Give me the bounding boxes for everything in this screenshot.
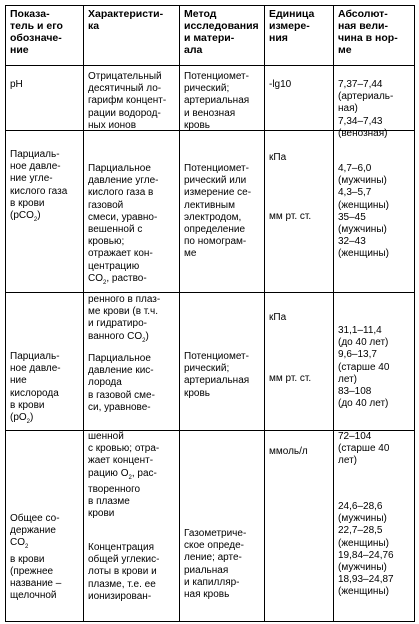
header-indicator: Показа- тель и его обозначе- ние [10, 8, 63, 56]
column-divider [179, 5, 180, 622]
table-border-left [5, 5, 6, 622]
table-border-right [414, 5, 415, 622]
row-po2-unit-mmhg: мм рт. ст. [269, 373, 312, 384]
row-tco2-characteristic-continued: шенной с кровью; отра- жает концент- рацию $О_2$, рас- творенного в плазме крови [88, 431, 160, 520]
row-tco2-indicator: Общее со- держание $CO_2$ в крови (прежнее название – щелочной [10, 513, 62, 602]
row-tco2-unit: ммоль/л [269, 446, 308, 457]
row-po2-norm: 31,1–11,4 (до 40 лет) 9,6–13,7 (старше 40 лет) 83–108 (до 40 лет) [338, 325, 390, 410]
column-divider [333, 5, 334, 622]
row-tco2-norm-continued: 72–104 (старше 40 лет) [338, 431, 390, 467]
table-border-bottom [5, 621, 415, 622]
header-unit: Единица измере- ния [269, 8, 315, 44]
row-tco2-norm: 24,6–28,6 (мужчины) 22,7–28,5 (женщины) 19,84–24,76 (мужчины) 18,93–24,87 (женщины) [338, 501, 394, 598]
header-norm: Абсолют- ная вели- чина в нор- ме [338, 8, 398, 56]
row-ph-norm: 7,37–7,44 (артериаль- ная) 7,34–7,43 (венозная) [338, 79, 394, 139]
row-po2-characteristic: Парциальное давление кис- лорода в газовой сме- си, уравнове- [88, 353, 155, 413]
header-divider [5, 65, 415, 66]
row-pco2-characteristic: Парциальное давление угле- кислого газа в газовой смеси, уравно- вешенной с кровью; отражает кон- центрацию $CO_2$, раство- [88, 163, 159, 286]
row-pco2-norm: 4,7–6,0 (мужчины) 4,3–5,7 (женщины) 35–45 (мужчины) 32–43 (женщины) [338, 163, 389, 260]
row-pco2-unit-mmhg: мм рт. ст. [269, 211, 312, 222]
column-divider [83, 5, 84, 622]
row-pco2-indicator: Парциаль- ное давле- ние угле- кислого газа в крови (рCO$_2$) [10, 149, 68, 224]
header-characteristic: Характеристи- ка [88, 8, 164, 32]
header-method: Метод исследования и матери- ала [184, 8, 259, 56]
table-border-top [5, 5, 415, 6]
row-ph-unit: -lg10 [269, 79, 292, 90]
row-po2-unit-kpa: кПа [269, 312, 287, 323]
row-po2-method: Потенциомет- рический; артериальная кровь [184, 351, 250, 399]
row-ph-characteristic: Отрицательный десятичный ло- гарифм концент- рации водород- ных ионов [88, 71, 167, 131]
row-po2-indicator: Парциаль- ное давле- ние кислорода в крови $(рО_2)$ [10, 351, 61, 426]
row-divider [5, 292, 415, 293]
row-pco2-method: Потенциомет- рический или измерение се- лективным электродом, определение по номограм- ме [184, 163, 252, 260]
row-pco2-unit-kpa: кПа [269, 152, 287, 163]
column-divider [264, 5, 265, 622]
row-ph-method: Потенциомет- рический; артериальная и венозная кровь [184, 71, 250, 131]
row-po2-characteristic-continued: ренного в плаз- ме крови (в т.ч. и гидратиро- ванного $CO_2$) [88, 294, 161, 344]
row-ph-indicator: pH [10, 79, 23, 90]
row-tco2-characteristic: Концентрация общей углекис- лоты в крови и плазме, т.е. ее ионизирован- [88, 542, 160, 602]
row-tco2-method: Газометриче- ское опреде- ление; арте- риальная и капилляр- ная кровь [184, 528, 247, 601]
